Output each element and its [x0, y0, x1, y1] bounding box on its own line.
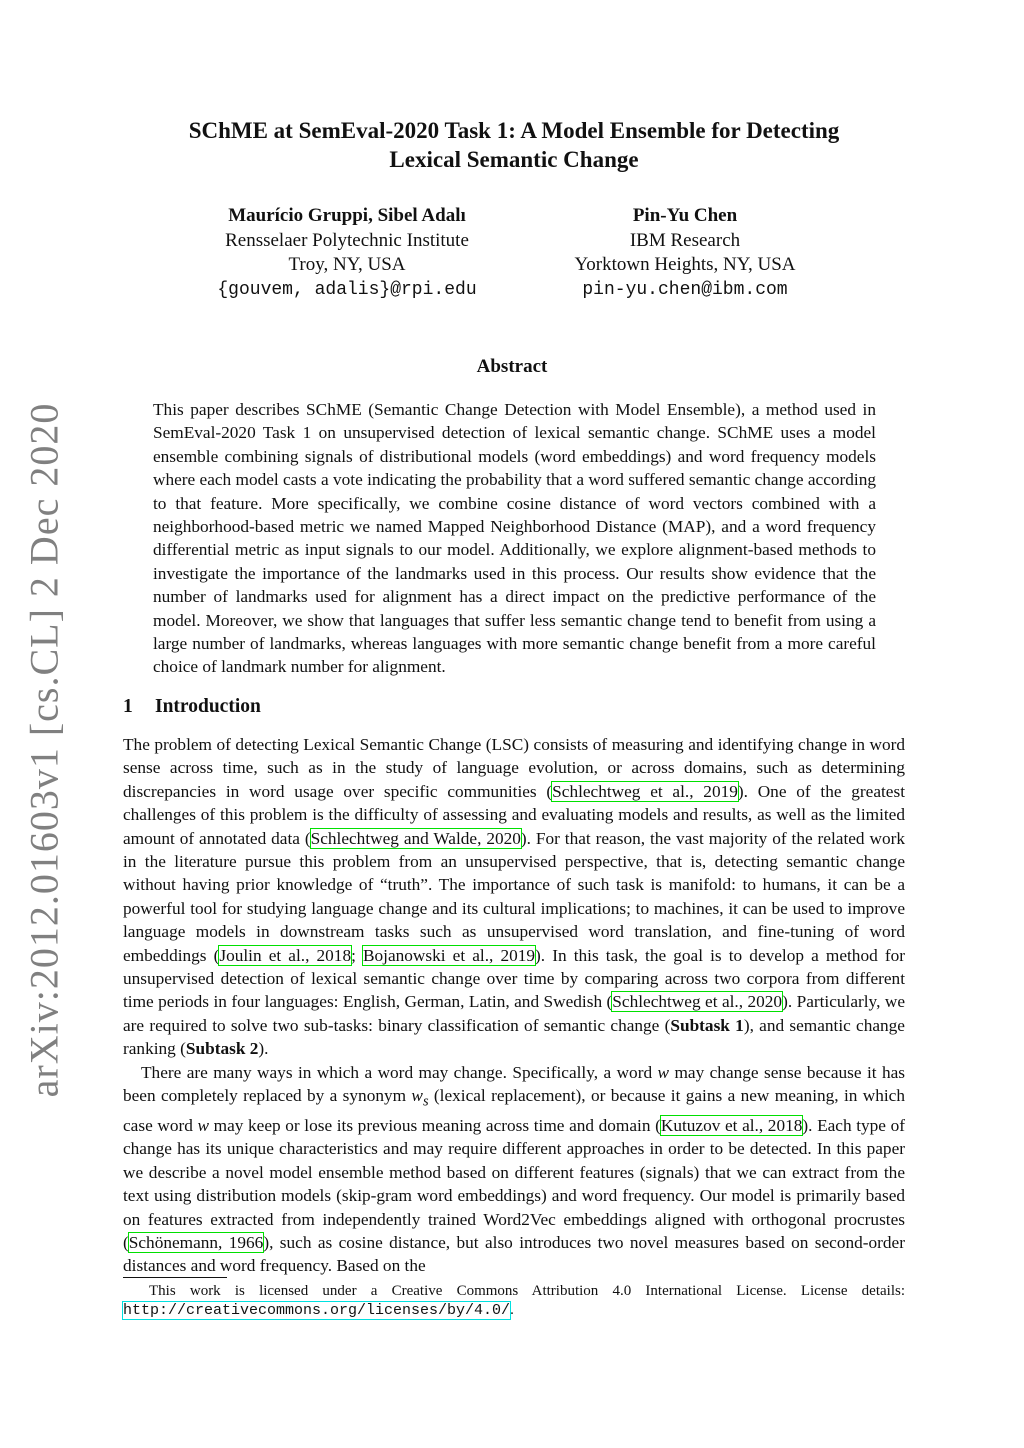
- text-run: ), such as cosine distance, but also introduces two novel measures based on second-order distances and word frequency. Based on the: [123, 1232, 905, 1276]
- text-run: may change sense because it has been completely replaced by a synonym: [123, 1062, 905, 1106]
- bold-term: Subtask 2: [185, 1039, 259, 1059]
- text-run: ). Particularly, we are required to solve two sub-tasks: binary classification of semantic change (: [123, 992, 905, 1035]
- title-line-2: Lexical Semantic Change: [389, 147, 639, 172]
- bold-term: Subtask 1: [670, 1015, 744, 1035]
- author-block-ibm: [540, 204, 830, 302]
- text-run: There are many ways in which a word may change. Specifically, a word: [141, 1062, 658, 1082]
- citation-link[interactable]: Kutuzov et al., 2018: [660, 1115, 803, 1135]
- text-run: ), and semantic change ranking (: [123, 1015, 905, 1059]
- text-run: (lexical replacement), or because it gains a new meaning, in which case word: [123, 1086, 905, 1135]
- text-run: ). In this task, the goal is to develop a method for unsupervised detection of lexical semantic change over time by comparing across two corpora from different time periods in four languages: English, German, Latin, and Swedish (: [123, 945, 905, 1012]
- citation-link[interactable]: Schlechtweg and Walde, 2020: [310, 828, 521, 848]
- footnote-divider: [123, 1277, 227, 1278]
- author-names: Pin-Yu Chen: [632, 205, 738, 226]
- abstract-text: This paper describes SChME (Semantic Change Detection with Model Ensemble), a method used in SemEval-2020 Task 1 on unsupervised detection of lexical semantic change. SChME uses a model ensemble combining signals of distributional models (word embeddings) and word frequency models where each model casts a vote indicating the probability that a word suffered semantic change according to that feature. More specifically, we combine cosine distance of word vectors combined with a neighborhood-based metric we named Mapped Neighborhood Distance (MAP), and a word frequency differential metric as input signals to our model. Additionally, we explore alignment-based methods to investigate the importance of the landmarks used in this process. Our results show evidence that the number of landmarks used for alignment has a direct impact on the predictive performance of the model. Moreover, we show that languages that suffer less semantic change tend to benefit from using a large number of landmarks, whereas languages with more semantic change benefit from a more careful choice of landmark number for alignment.: [153, 400, 876, 677]
- section-number: 1: [123, 696, 133, 717]
- citation-link[interactable]: Schönemann, 1966: [128, 1232, 264, 1252]
- paragraph: [123, 1061, 905, 1278]
- author-location: Yorktown Heights, NY, USA: [574, 254, 796, 275]
- title-line-1: SChME at SemEval-2020 Task 1: A Model Ensemble for Detecting: [188, 118, 840, 143]
- paragraph: [123, 733, 905, 1061]
- section-heading-introduction: [123, 696, 261, 718]
- author-location: Troy, NY, USA: [288, 254, 406, 275]
- footnote-text: This work is licensed under a Creative Commons Attribution 4.0 International License. License details:: [149, 1283, 905, 1299]
- author-institution: Rensselaer Polytechnic Institute: [225, 229, 469, 251]
- text-run: ). For that reason, the vast majority of the related work in the literature pursue this problem from an unsupervised perspective, that is, detecting semantic change without having prior knowledge of “truth”. The importance of such task is manifold: to humans, it can be a powerful tool for studying language change and its cultural implications; to machines, it can be used to improve language models in downstream tasks such as unsupervised word translation, and fine-tuning of word embeddings (: [123, 828, 905, 965]
- text-run: ). Each type of change has its unique characteristics and may require different approaches in order to be detected. In this paper we describe a novel model ensemble method based on different features (signals) that we can extract from the text using distribution models (skip-gram word embeddings) and word frequency. Our model is primarily based on features extracted from independently trained Word2Vec embeddings aligned with orthogonal procrustes (: [123, 1115, 905, 1252]
- license-url-link[interactable]: http://creativecommons.org/licenses/by/4.0/: [123, 1301, 511, 1319]
- author-institution: IBM Research: [629, 229, 741, 251]
- arxiv-identifier: arXiv:2012.01603v1 [cs.CL] 2 Dec 2020: [21, 402, 67, 1098]
- introduction-body: [123, 733, 905, 1278]
- math-symbol: w: [657, 1062, 670, 1082]
- section-title: Introduction: [155, 696, 261, 717]
- text-run: .: [510, 1301, 514, 1318]
- text-run: The problem of detecting Lexical Semantic Change (LSC) consists of measuring and identifying change in word sense across time, such as in the study of language evolution, or across domains, such as determining discrepancies in word usage over specific communities (: [123, 735, 905, 801]
- footnote: [123, 1282, 905, 1320]
- author-email: {gouvem, adalis}@rpi.edu: [217, 279, 477, 300]
- math-subscript: s: [422, 1093, 429, 1110]
- arxiv-sidebar: [0, 0, 80, 1448]
- text-run: ;: [351, 945, 363, 965]
- text-run: may keep or lose its previous meaning across time and domain (: [209, 1115, 661, 1135]
- math-symbol: w: [197, 1115, 210, 1135]
- citation-link[interactable]: Schlechtweg et al., 2019: [552, 781, 738, 801]
- author-block-rpi: [182, 204, 512, 302]
- paper-title: [120, 116, 908, 174]
- text-run: ).: [258, 1039, 269, 1059]
- citation-link[interactable]: Bojanowski et al., 2019: [363, 945, 536, 965]
- text-run: ). One of the greatest challenges of this problem is the difficulty of assessing and evaluating models and results, as well as the limited amount of annotated data (: [123, 781, 906, 848]
- citation-link[interactable]: Schlechtweg et al., 2020: [612, 992, 783, 1012]
- math-symbol: w: [411, 1086, 423, 1106]
- author-names: Maurício Gruppi, Sibel Adalı: [228, 205, 466, 226]
- citation-link[interactable]: Joulin et al., 2018: [219, 945, 352, 965]
- author-email: pin-yu.chen@ibm.com: [582, 279, 788, 300]
- abstract-heading: Abstract: [476, 356, 548, 377]
